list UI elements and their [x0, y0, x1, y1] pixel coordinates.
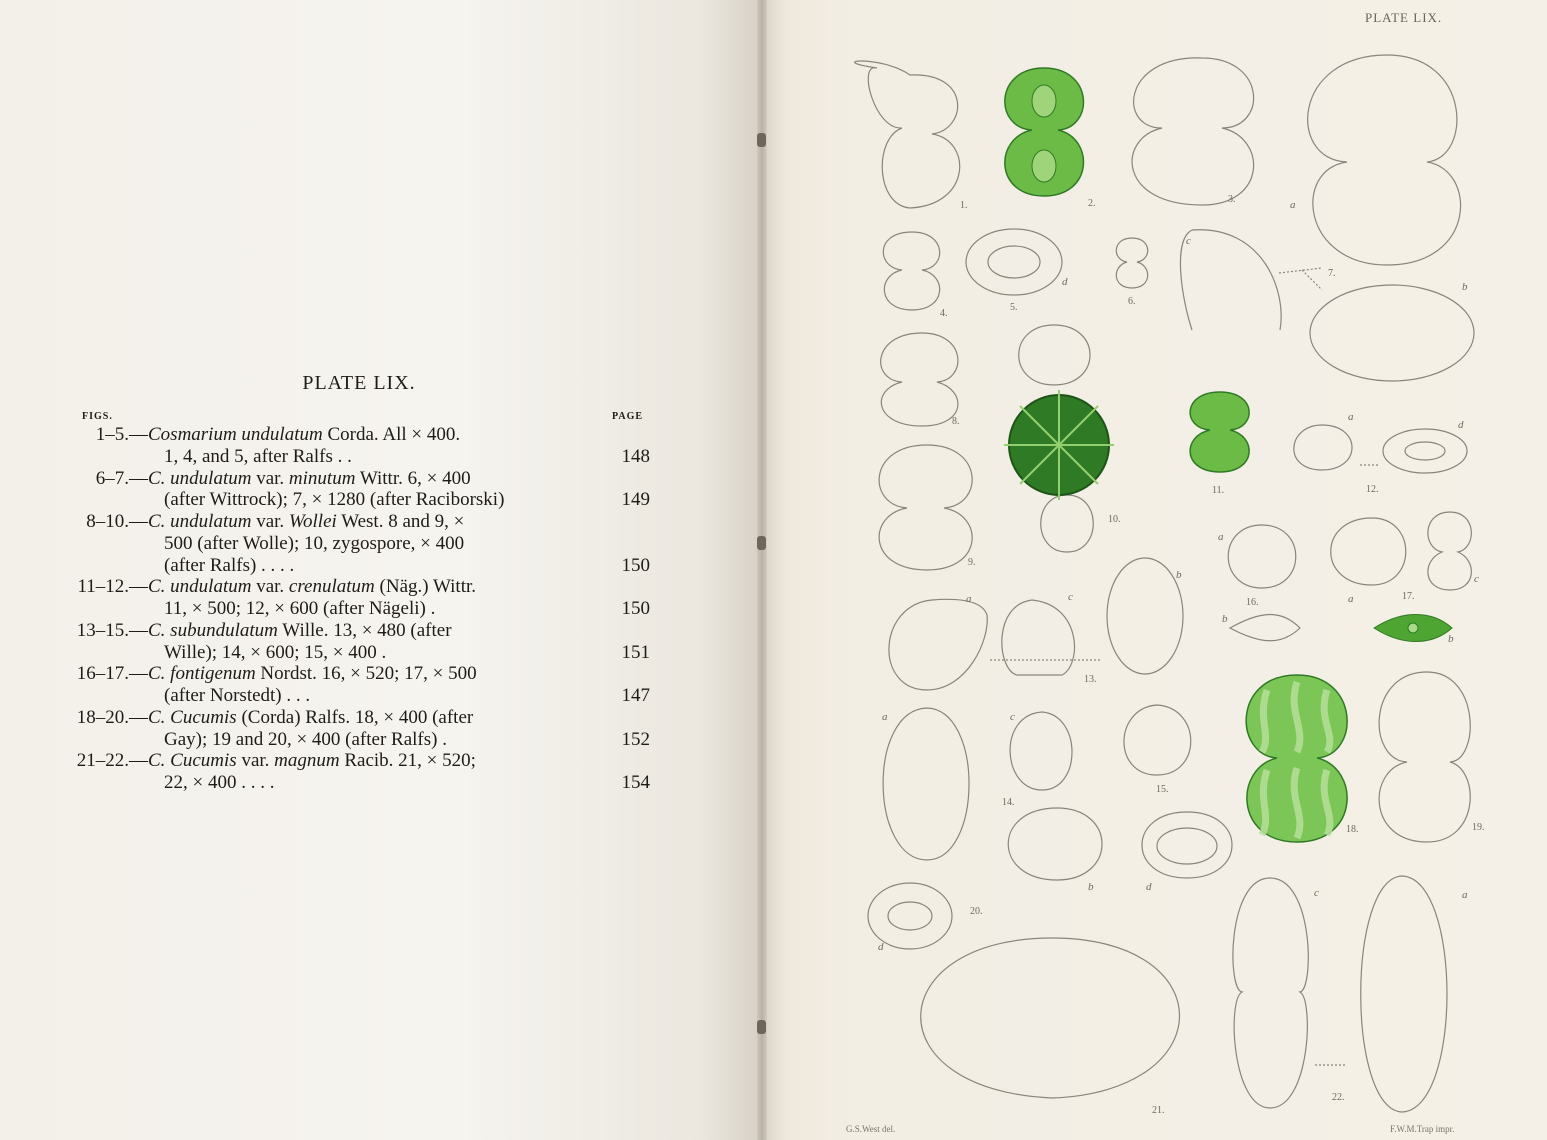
taxon-name: Wollei: [288, 511, 337, 532]
figure-8-outline: [881, 333, 958, 426]
figure-4-outline: [883, 232, 939, 310]
figure-label-15: 15.: [1156, 784, 1169, 795]
caption-fragment: var.: [251, 576, 289, 598]
taxon-name: C. Cucumis: [148, 750, 237, 772]
figure-letter: c: [1010, 711, 1015, 723]
figure-letter: d: [878, 941, 884, 953]
figure-label-2: 2.: [1088, 198, 1096, 209]
plate-illustration: [762, 0, 1547, 1140]
figure-label-19: 19.: [1472, 822, 1485, 833]
page-number: 150: [621, 554, 650, 576]
printer-credit: F.W.M.Trap impr.: [1390, 1124, 1455, 1134]
caption-entry: [0, 511, 660, 576]
caption-line: [0, 446, 660, 468]
figure-letter: a: [882, 711, 888, 723]
figure-label-21: 21.: [1152, 1105, 1165, 1116]
figure-14c-outline: [1010, 712, 1072, 790]
figure-6-outline: [1116, 238, 1147, 288]
figure-letter: a: [1348, 593, 1354, 605]
figure-label-13: 13.: [1084, 674, 1097, 685]
artist-credit: G.S.West del.: [846, 1124, 896, 1134]
plate-header: PLATE LIX.: [1365, 10, 1443, 25]
caption-text: [164, 729, 594, 751]
figure-letter: d: [1062, 276, 1068, 288]
page-number: 152: [621, 728, 650, 750]
figure-letter: a: [1290, 199, 1296, 211]
figure-14b-outline: [1008, 808, 1102, 880]
figure-label-1: 1.: [960, 200, 968, 211]
figure-label-3: 3.: [1228, 194, 1236, 205]
caption-text: [148, 511, 464, 533]
figure-letter: a: [966, 593, 972, 605]
figure-label-9: 9.: [968, 557, 976, 568]
caption-entry: [0, 750, 660, 794]
figure-letter: c: [1474, 573, 1479, 585]
caption-entry: [0, 576, 660, 620]
caption-line: [0, 424, 660, 446]
figure-letter: c: [1314, 887, 1319, 899]
caption-line: [0, 663, 660, 685]
caption-text: [164, 533, 594, 555]
figure-7a-outline: [1308, 55, 1461, 265]
figure-10-ghost-top: [1019, 325, 1090, 385]
figure-22a-outline: [1361, 876, 1447, 1112]
taxon-name: minutum: [288, 467, 356, 489]
figure-19-outline: [1379, 672, 1470, 842]
figure-range: 18–20.—: [76, 706, 148, 728]
page-number: 150: [621, 598, 650, 619]
caption-fragment: 1, 4, and 5, after Ralfs . .: [164, 445, 352, 467]
caption-fragment: Wittr. 6, × 400: [355, 467, 471, 489]
caption-entry: [0, 620, 660, 664]
taxon-name: C. fontigenum: [148, 663, 256, 685]
taxon-name: C. undulatum: [148, 511, 252, 532]
figure-12a-outline: [1294, 425, 1352, 470]
taxon-name: C. Cucumis: [148, 706, 237, 728]
caption-fragment: 22, × 400 . . . .: [164, 772, 275, 793]
figure-7b-outline: [1310, 285, 1474, 381]
caption-line: [0, 468, 660, 490]
figure-17c-outline: [1428, 512, 1472, 590]
caption-line: [0, 511, 660, 533]
figure-17a-outline: [1331, 518, 1406, 585]
figure-1-outline: [855, 61, 960, 208]
caption-text: [164, 772, 594, 794]
caption-fragment: var.: [251, 467, 289, 489]
figs-column-header: FIGS.: [82, 411, 113, 422]
figure-letter: b: [1088, 881, 1094, 893]
page-column-header: PAGE: [612, 411, 644, 422]
figure-label-16: 16.: [1246, 597, 1259, 608]
figure-21-outline: [921, 938, 1180, 1098]
figure-3-outline: [1132, 58, 1254, 205]
caption-text: [148, 750, 476, 772]
caption-line: [0, 750, 660, 772]
figure-12d-outline: [1383, 429, 1467, 473]
figure-range: 8–10.—: [86, 511, 148, 532]
caption-entry: [0, 424, 660, 468]
caption-line: [0, 642, 660, 664]
caption-fragment: 11, × 500; 12, × 600 (after Nägeli) .: [164, 598, 436, 619]
caption-text: [148, 468, 471, 490]
figure-11-cell: [1190, 392, 1249, 472]
caption-fragment: (after Wittrock); 7, × 1280 (after Raciborski): [164, 489, 505, 511]
caption-line: [0, 489, 660, 511]
taxon-name: crenulatum: [288, 576, 375, 598]
caption-text: [164, 642, 594, 664]
figure-letter: b: [1176, 569, 1182, 581]
figure-13b-outline: [1107, 558, 1183, 674]
caption-text: [148, 663, 477, 685]
figure-label-14: 14.: [1002, 797, 1015, 808]
figure-label-22: 22.: [1332, 1092, 1345, 1103]
caption-fragment: 500 (after Wolle); 10, zygospore, × 400: [164, 532, 465, 554]
taxon-name: C. undulatum: [148, 576, 252, 598]
figure-label-11: 11.: [1212, 485, 1225, 496]
figure-range: 16–17.—: [76, 663, 148, 685]
caption-entry: [0, 468, 660, 512]
page-number: 149: [621, 489, 650, 511]
caption-line: [0, 598, 660, 620]
caption-line: [0, 620, 660, 642]
caption-line: [0, 707, 660, 729]
figure-16b-outline: [1230, 615, 1300, 641]
page-number: 148: [621, 445, 650, 467]
caption-line: [0, 555, 660, 577]
caption-fragment: Nordst. 16, × 520; 17, × 500: [255, 663, 477, 685]
caption-text: [164, 598, 594, 620]
caption-entry: [0, 663, 660, 707]
figure-label-10: 10.: [1108, 514, 1121, 525]
figure-14a-outline: [883, 708, 969, 860]
caption-fragment: (after Norstedt) . . .: [164, 685, 311, 706]
caption-fragment: Wille); 14, × 600; 15, × 400 .: [164, 641, 387, 663]
figure-7c-outline: [1180, 230, 1281, 330]
figure-22c-outline: [1233, 878, 1308, 1108]
caption-fragment: var.: [251, 511, 289, 532]
figure-13a-outline: [889, 599, 987, 690]
taxon-name: magnum: [274, 750, 340, 772]
figure-label-20: 20.: [970, 906, 983, 917]
figure-15-outline: [1124, 705, 1191, 775]
figure-range: 11–12.—: [77, 576, 148, 598]
caption-fragment: Gay); 19 and 20, × 400 (after Ralfs) .: [164, 728, 447, 750]
figure-label-8: 8.: [952, 416, 960, 427]
caption-line: [0, 576, 660, 598]
page-number: 151: [621, 641, 650, 663]
figure-label-12: 12.: [1366, 484, 1379, 495]
figure-range: 6–7.—: [95, 467, 148, 489]
figure-5-outline: [966, 229, 1062, 295]
caption-fragment: var.: [236, 750, 275, 772]
caption-text: [164, 685, 594, 707]
caption-text: [148, 620, 452, 642]
figure-20-outline: [868, 883, 952, 949]
caption-text: [164, 555, 594, 577]
figure-range: 1–5.—: [95, 424, 148, 445]
figure-13c-outline: [1002, 600, 1075, 675]
caption-fragment: (after Ralfs) . . . .: [164, 554, 295, 576]
figure-label-7: 7.: [1328, 268, 1336, 279]
caption-text: [164, 446, 594, 468]
figure-letter: c: [1068, 591, 1073, 603]
figure-label-4: 4.: [940, 308, 948, 319]
figure-letter: b: [1222, 613, 1228, 625]
caption-line: [0, 533, 660, 555]
figure-letter: b: [1448, 633, 1454, 645]
caption-text: [164, 489, 594, 511]
figure-9-outline: [879, 445, 972, 570]
figure-range: 13–15.—: [76, 619, 148, 641]
figure-letter: a: [1218, 531, 1224, 543]
figure-range: 21–22.—: [76, 750, 148, 772]
taxon-name: C. undulatum: [148, 467, 252, 489]
caption-line: [0, 772, 660, 794]
figure-letter: c: [1186, 235, 1191, 247]
caption-fragment: (Näg.) Wittr.: [374, 576, 477, 598]
figure-14d-outline: [1142, 812, 1232, 878]
figure-letter: d: [1458, 419, 1464, 431]
caption-line: [0, 685, 660, 707]
figure-label-5: 5.: [1010, 302, 1018, 313]
caption-line: [0, 729, 660, 751]
figure-letter: d: [1146, 881, 1152, 893]
figure-letter: b: [1462, 281, 1468, 293]
figure-label-6: 6.: [1128, 296, 1136, 307]
plate-title: PLATE LIX.: [302, 372, 416, 394]
figure-label-17: 17.: [1402, 591, 1415, 602]
caption-fragment: Wille. 13, × 480 (after: [277, 619, 452, 641]
caption-fragment: West. 8 and 9, ×: [336, 511, 465, 532]
caption-text: [148, 707, 473, 729]
caption-text: [148, 424, 460, 446]
caption-text: [148, 576, 476, 598]
figure-10-ghost-bottom: [1041, 495, 1094, 552]
taxon-name: Cosmarium undulatum: [148, 424, 323, 445]
caption-fragment: Corda. All × 400.: [322, 424, 461, 445]
page-number: 154: [621, 772, 650, 793]
page-number: 147: [621, 685, 650, 706]
figure-letter: a: [1462, 889, 1468, 901]
figure-letter: a: [1348, 411, 1354, 423]
caption-fragment: (Corda) Ralfs. 18, × 400 (after: [236, 706, 474, 728]
taxon-name: C. subundulatum: [148, 619, 278, 641]
caption-entry: [0, 707, 660, 751]
figure-label-18: 18.: [1346, 824, 1359, 835]
figure-16a-outline: [1228, 525, 1296, 588]
caption-fragment: Racib. 21, × 520;: [339, 750, 476, 772]
